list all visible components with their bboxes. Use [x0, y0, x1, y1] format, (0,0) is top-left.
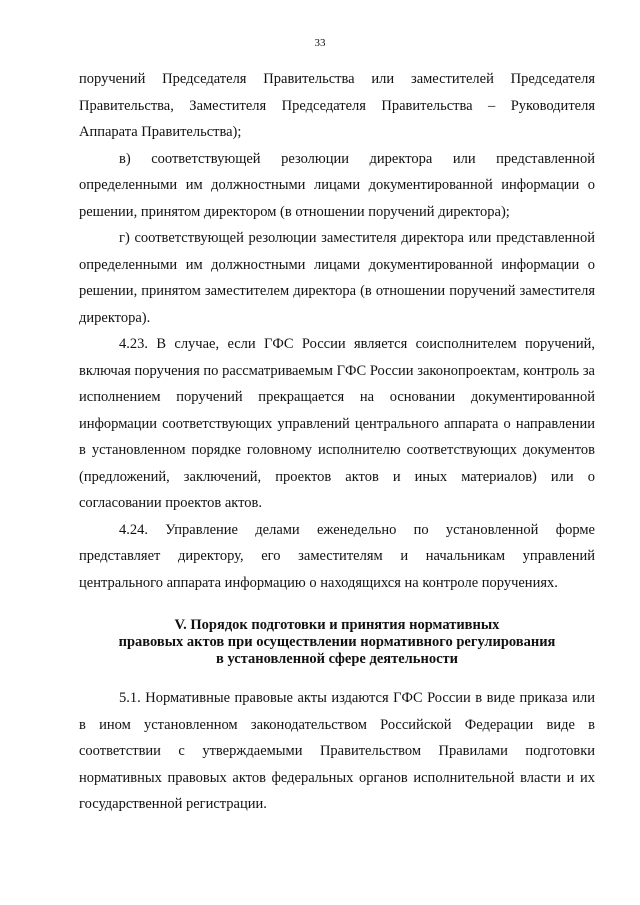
section-heading-line-1: V. Порядок подготовки и принятия нормативных: [174, 617, 500, 633]
paragraph-continuation: поручений Председателя Правительства или заместителей Председателя Правительства, Заместителя Председателя Правительства – Руководителя Аппарата Правительства);: [79, 71, 595, 140]
paragraph-item-g: г) соответствующей резолюции заместителя директора или представленной определенными им должностными лицами документированной информации о решении, принятом заместителем директора (в отношении поручений заместителя директора).: [79, 230, 595, 326]
paragraph-clause-4-24: 4.24. Управление делами еженедельно по установленной форме представляет директору, его заместителям и начальникам управлений центрального аппарата информацию о находящихся на контроле поручениях.: [79, 521, 595, 591]
page-number: 33: [314, 37, 326, 49]
paragraph-clause-4-23: 4.23. В случае, если ГФС России является соисполнителем поручений, включая поручения по рассматриваемым ГФС России законопроектам, контроль за исполнением поручений прекращается на основании документированной информации соответствующих управлений центрального аппарата о направлении в установленном порядке головному исполнителю соответствующих документов (предложений, заключений, проектов актов и иных материалов) или о согласовании проектов актов.: [79, 336, 595, 511]
section-heading: [79, 617, 595, 668]
paragraph-clause-5-1: 5.1. Нормативные правовые акты издаются ГФС России в виде приказа или в ином установленном законодательством Российской Федерации виде в соответствии с утверждаемыми Правительством Правилами подготовки нормативных правовых актов федеральных органов исполнительной власти и их государственной регистрации.: [79, 690, 595, 812]
section-heading-line-2: правовых актов при осуществлении нормативного регулирования: [118, 634, 556, 650]
section-heading-line-3: в установленной сфере деятельности: [216, 651, 458, 667]
document-body: [79, 66, 595, 818]
paragraph-item-v: в) соответствующей резолюции директора или представленной определенными им должностными лицами документированной информации о решении, принятом директором (в отношении поручений директора);: [79, 150, 595, 220]
